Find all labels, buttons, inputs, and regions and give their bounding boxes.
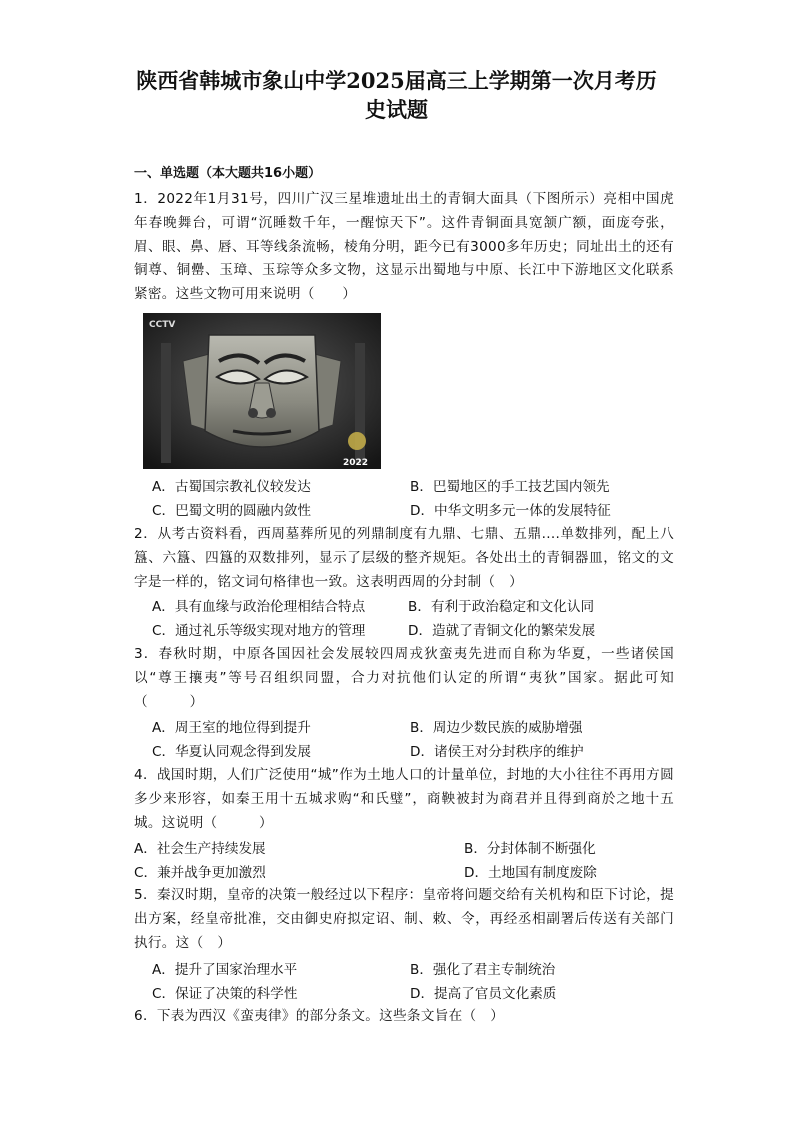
q4-option-a[interactable]: A．社会生产持续发展: [134, 841, 266, 857]
q3-option-d[interactable]: D．诸侯王对分封秩序的维护: [410, 744, 584, 760]
question-2-stem: 2．从考古资料看，西周墓葬所见的列鼎制度有九鼎、七鼎、五鼎....单数排列，配上八簋、六簋、四簋的双数排列，显示了层级的整齐规矩。各处出土的青铜器皿，铭文的文字是一样的，铭文词句格律也一致。这表明西周的分封制（ ）: [134, 526, 674, 590]
title-line-2: 史试题: [365, 97, 428, 122]
page-title: [0, 66, 793, 124]
year-badge: 2022: [343, 458, 369, 468]
q2-option-a[interactable]: A．具有血缘与政治伦理相结合特点: [152, 599, 366, 615]
bronze-mask-photo: [143, 313, 381, 469]
q1-option-d[interactable]: D．中华文明多元一体的发展特征: [410, 503, 611, 519]
q2-option-b[interactable]: B．有利于政治稳定和文化认同: [408, 599, 595, 615]
q4-option-c[interactable]: C．兼并战争更加激烈: [134, 865, 266, 881]
q4-option-d[interactable]: D．土地国有制度废除: [464, 865, 597, 881]
cctv-logo: CCTV: [149, 320, 176, 330]
q1-option-c[interactable]: C．巴蜀文明的圆融内敛性: [152, 503, 312, 519]
q5-option-c[interactable]: C．保证了决策的科学性: [152, 986, 298, 1002]
question-3-stem: 3．春秋时期，中原各国因社会发展较四周戎狄蛮夷先进而自称为华夏，一些诸侯国以“尊王攘夷”等号召组织同盟，合力对抗他们认定的所谓“夷狄”国家。据此可知（ ）: [134, 646, 674, 710]
q5-option-a[interactable]: A．提升了国家治理水平: [152, 962, 298, 978]
q5-option-b[interactable]: B．强化了君主专制统治: [410, 962, 556, 978]
question-4-stem: 4．战国时期，人们广泛使用“城”作为土地人口的计量单位，封地的大小往往不再用方圆多少来形容，如秦王用十五城求购“和氏璧”，商鞅被封为商君并且得到商於之地十五城。这说明（ ）: [134, 767, 674, 831]
q1-option-b[interactable]: B．巴蜀地区的手工技艺国内领先: [410, 479, 610, 495]
question-5-stem: 5．秦汉时期，皇帝的决策一般经过以下程序：皇帝将问题交给有关机构和臣下讨论，提出方案，经皇帝批准，交由御史府拟定诏、制、敕、令，再经丞相副署后传送有关部门执行。这（ ）: [134, 887, 674, 951]
section-heading: 一、单选题（本大题共16小题）: [134, 166, 322, 181]
q1-option-a[interactable]: A．古蜀国宗教礼仪较发达: [152, 479, 311, 495]
question-1-stem: 1．2022年1月31号，四川广汉三星堆遗址出土的青铜大面具（下图所示）亮相中国虎年春晚舞台，可谓“沉睡数千年，一醒惊天下”。这件青铜面具宽颔广额，面庞夸张，眉、眼、鼻、唇、耳等线条流畅，棱角分明，距今已有3000多年历史；同址出土的还有铜尊、铜罍、玉璋、玉琮等众多文物，这显示出蜀地与中原、长江中下游地区文化联系紧密。这些文物可用来说明（ ）: [134, 191, 674, 303]
title-line-1: 陕西省韩城市象山中学2025届高三上学期第一次月考历: [136, 68, 657, 93]
q5-option-d[interactable]: D．提高了官员文化素质: [410, 986, 557, 1002]
question-6-stem: 6．下表为西汉《蛮夷律》的部分条文。这些条文旨在（ ）: [134, 1008, 505, 1024]
q2-option-d[interactable]: D．造就了青铜文化的繁荣发展: [408, 623, 596, 639]
q3-option-b[interactable]: B．周边少数民族的威胁增强: [410, 720, 583, 736]
q3-option-c[interactable]: C．华夏认同观念得到发展: [152, 744, 312, 760]
q4-option-b[interactable]: B．分封体制不断强化: [464, 841, 596, 857]
q3-option-a[interactable]: A．周王室的地位得到提升: [152, 720, 311, 736]
q2-option-c[interactable]: C．通过礼乐等级实现对地方的管理: [152, 623, 366, 639]
bronze-mask-image: [143, 313, 381, 469]
